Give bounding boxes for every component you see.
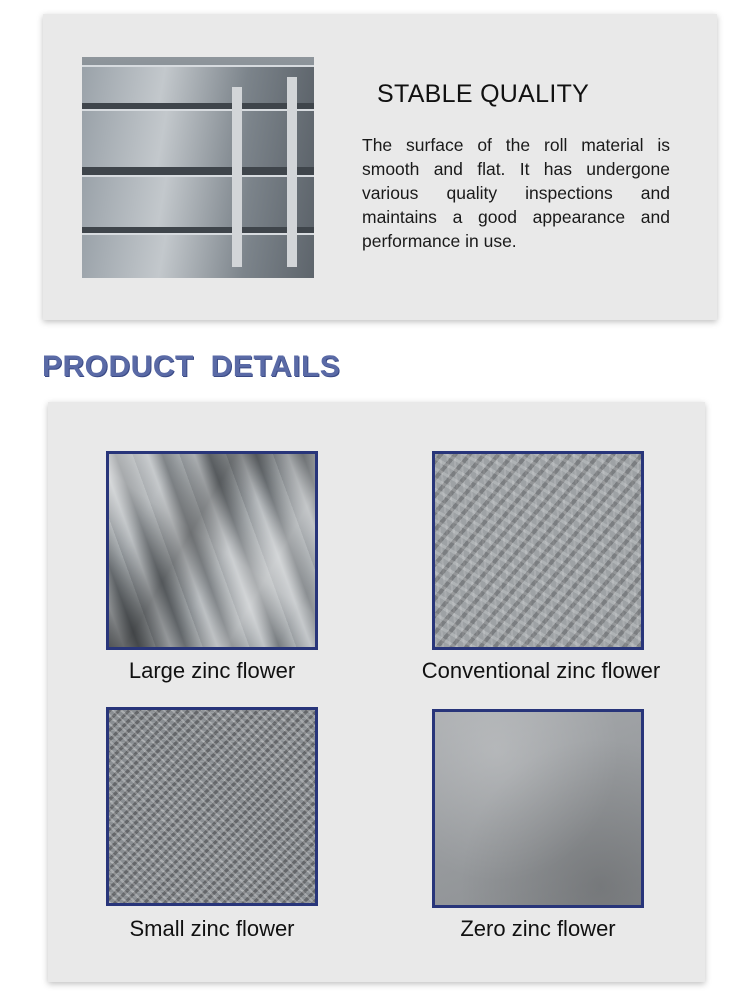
steel-sheets-photo (82, 57, 314, 278)
small-zinc-flower-image (106, 707, 318, 906)
large-zinc-flower-label: Large zinc flower (128, 658, 296, 683)
stable-quality-heading: STABLE QUALITY (377, 80, 590, 108)
conventional-zinc-flower-label: Conventional zinc flower (421, 658, 661, 683)
large-zinc-flower-image (106, 451, 318, 650)
stable-quality-description: The surface of the roll material is smooth and flat. It has undergone various quality inspections and maintains a good appearance and performance in use. (362, 135, 670, 251)
small-zinc-flower-label: Small zinc flower (129, 916, 295, 941)
conventional-zinc-flower-image (432, 451, 644, 650)
zero-zinc-flower-label: Zero zinc flower (460, 916, 616, 941)
zero-zinc-flower-image (432, 709, 644, 908)
product-details-heading: PRODUCT DETAILS (42, 350, 341, 383)
